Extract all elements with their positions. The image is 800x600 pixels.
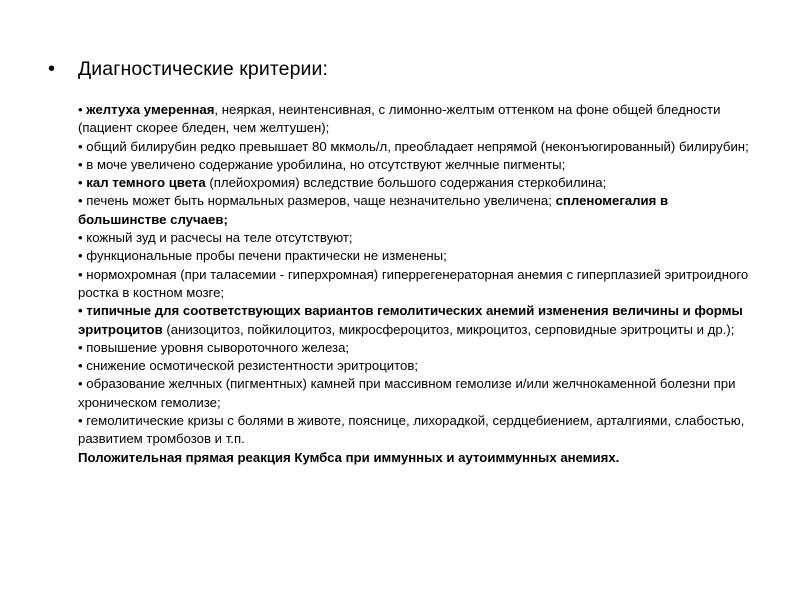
criterion-bold-text: Положительная прямая реакция Кумбса при иммунных и аутоиммунных анемиях. [78,449,620,465]
criterion-text: (анизоцитоз, пойкилоцитоз, микросфероцитоз, микроцитоз, серповидные эритроциты и др.); [162,321,735,337]
criterion-item [78,449,758,467]
criterion-bold-text: • типичные для соответствующих вариантов гемолитических анемий изменения величины и формы эритроцитов [78,303,743,337]
criterion-text: • функциональные пробы печени практически не изменены; [78,248,447,264]
criterion-text: • нормохромная (при таласемии - гиперхромная) гиперрегенераторная анемия с гиперплазией эритроидного ростка в костном мозге; [78,266,749,300]
criterion-item [78,302,758,339]
criterion-item [78,412,758,449]
criterion-text: • снижение осмотической резистентности эритроцитов; [78,358,419,374]
heading-row [48,57,328,81]
criterion-item [78,357,758,375]
criterion-text: • [78,102,87,117]
criterion-item [78,101,758,138]
criterion-text: • печень может быть нормальных размеров, чаще незначительно увеличена; [78,193,556,209]
criterion-item [78,339,758,357]
criterion-item [78,229,758,247]
criterion-item [78,156,758,174]
criterion-text: • в моче увеличено содержание уробилина, но отсутствуют желчные пигменты; [78,156,566,172]
criterion-text: • гемолитические кризы с болями в животе, пояснице, лихорадкой, сердцебиением, арталгиями, слабостью, развитием тромбозов и т.п. [78,413,745,447]
heading-bullet: • [48,58,56,80]
criteria-list [78,101,758,467]
slide-heading: Диагностические критерии: [78,58,329,80]
criterion-text: , неяркая, неинтенсивная, с лимонно-желтым оттенком на фоне общей бледности (пациент скорее бледен, чем желтушен); [78,102,721,136]
criterion-item [78,375,758,412]
criterion-item [78,192,758,229]
criterion-bold-text: кал темного цвета [86,175,206,191]
criterion-item [78,174,758,192]
criterion-text: • повышение уровня сывороточного железа; [78,339,350,355]
criterion-text: • образование желчных (пигментных) камней при массивном гемолизе и/или желчнокаменной болезни при хроническом гемолизе; [78,376,736,410]
criterion-text: • [78,175,87,191]
criterion-text: (плейохромия) вследствие большого содержания стеркобилина; [205,175,607,191]
criterion-bold-text: желтуха умеренная [86,102,215,117]
criterion-item [78,266,758,303]
criterion-item [78,138,758,156]
criterion-bold-text: спленомегалия в большинстве случаев; [78,193,669,227]
criterion-text: • общий билирубин редко превышает 80 мкмоль/л, преобладает непрямой (неконъюгированный) билирубин; [78,138,749,154]
criterion-item [78,247,758,265]
criterion-text: • кожный зуд и расчесы на теле отсутствуют; [78,230,353,246]
